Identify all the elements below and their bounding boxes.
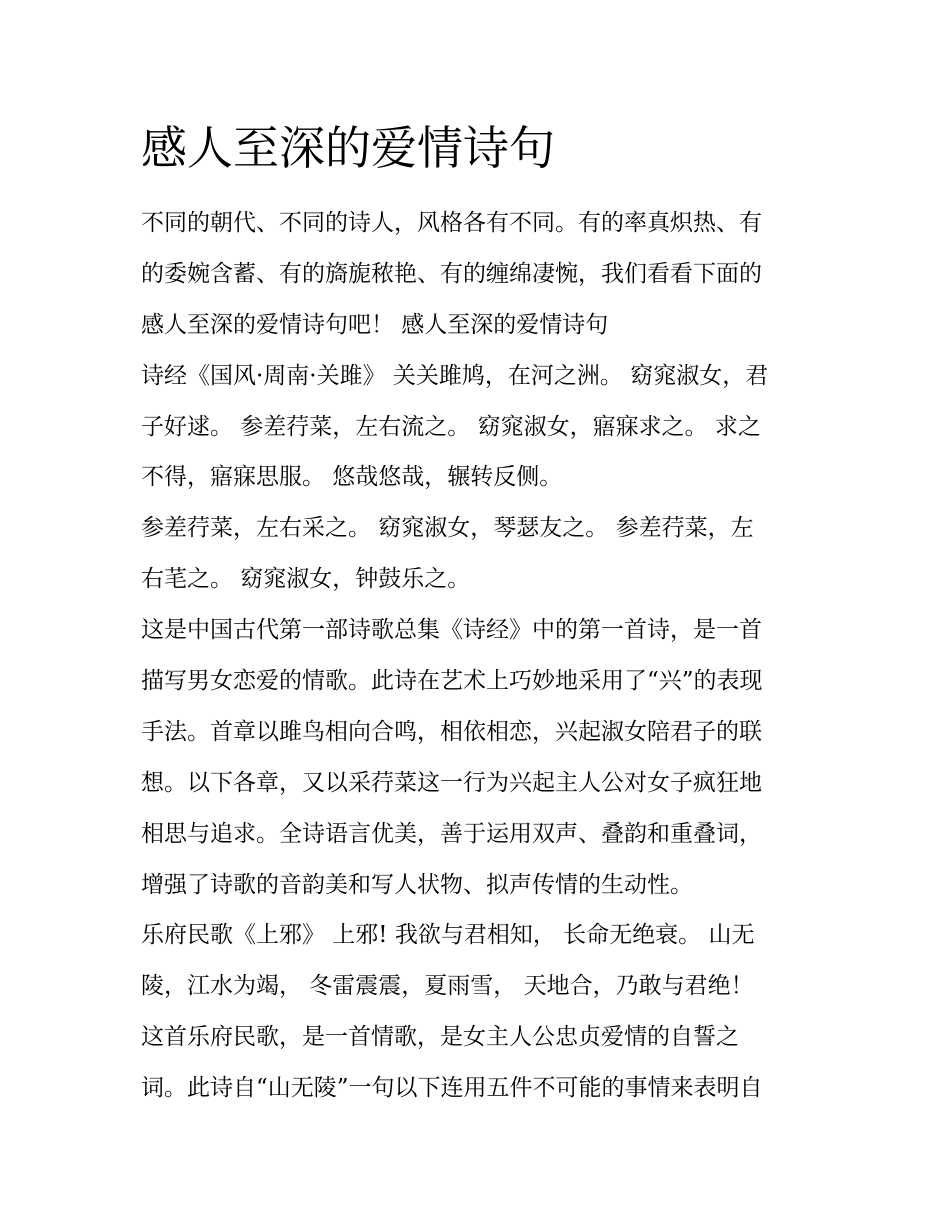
- text-line: 诗经《国风·周南·关雎》 关关雎鸠，在河之洲。 窈窕淑女，君: [141, 362, 769, 389]
- text-line: 的委婉含蓄、有的旖旎秾艳、有的缠绵凄惋，我们看看下面的: [141, 260, 762, 287]
- text-line: 相思与追求。全诗语言优美，善于运用双声、叠韵和重叠词，: [141, 820, 762, 847]
- text-line: 感人至深的爱情诗句吧！ 感人至深的爱情诗句: [141, 311, 609, 338]
- page-title: 感人至深的爱情诗句: [141, 121, 555, 175]
- text-line: 这是中国古代第一部诗歌总集《诗经》中的第一首诗，是一首: [141, 617, 762, 644]
- paragraph-shangye-commentary: [141, 1012, 821, 1114]
- text-line: 不同的朝代、不同的诗人，风格各有不同。有的率真炽热、有: [141, 210, 762, 236]
- text-line: 想。以下各章，又以采荇菜这一行为兴起主人公对女子疯狂地: [141, 769, 762, 796]
- paragraph-intro: [141, 198, 821, 351]
- text-line: 参差荇菜，左右采之。 窈窕淑女，琴瑟友之。 参差荇菜，左: [141, 515, 754, 542]
- text-line: 陵，江水为竭， 冬雷震震，夏雨雪， 天地合，乃敢与君绝！: [141, 973, 754, 1000]
- text-line: 子好逑。 参差荇菜，左右流之。 窈窕淑女，寤寐求之。 求之: [141, 413, 761, 440]
- text-line: 不得，寤寐思服。 悠哉悠哉，辗转反侧。: [141, 464, 563, 491]
- document-body: [141, 198, 821, 1114]
- paragraph-guanju-commentary: [141, 605, 821, 910]
- paragraph-guanju-poem: [141, 351, 821, 504]
- paragraph-guanju-poem-continued: [141, 503, 821, 605]
- text-line: 描写男女恋爱的情歌。此诗在艺术上巧妙地采用了“兴”的表现: [141, 668, 763, 695]
- text-line: 这首乐府民歌，是一首情歌，是女主人公忠贞爱情的自誓之: [141, 1024, 739, 1051]
- text-line: 增强了诗歌的音韵美和写人状物、拟声传情的生动性。: [141, 871, 693, 898]
- text-line: 词。此诗自“山无陵”一句以下连用五件不可能的事情来表明自: [141, 1075, 763, 1102]
- text-line: 手法。首章以雎鸟相向合鸣，相依相恋，兴起淑女陪君子的联: [141, 718, 762, 745]
- paragraph-shangye-poem: [141, 910, 821, 1012]
- text-line: 右芼之。 窈窕淑女，钟鼓乐之。: [141, 566, 471, 593]
- text-line: 乐府民歌《上邪》 上邪! 我欲与君相知， 长命无绝衰。 山无: [141, 922, 755, 949]
